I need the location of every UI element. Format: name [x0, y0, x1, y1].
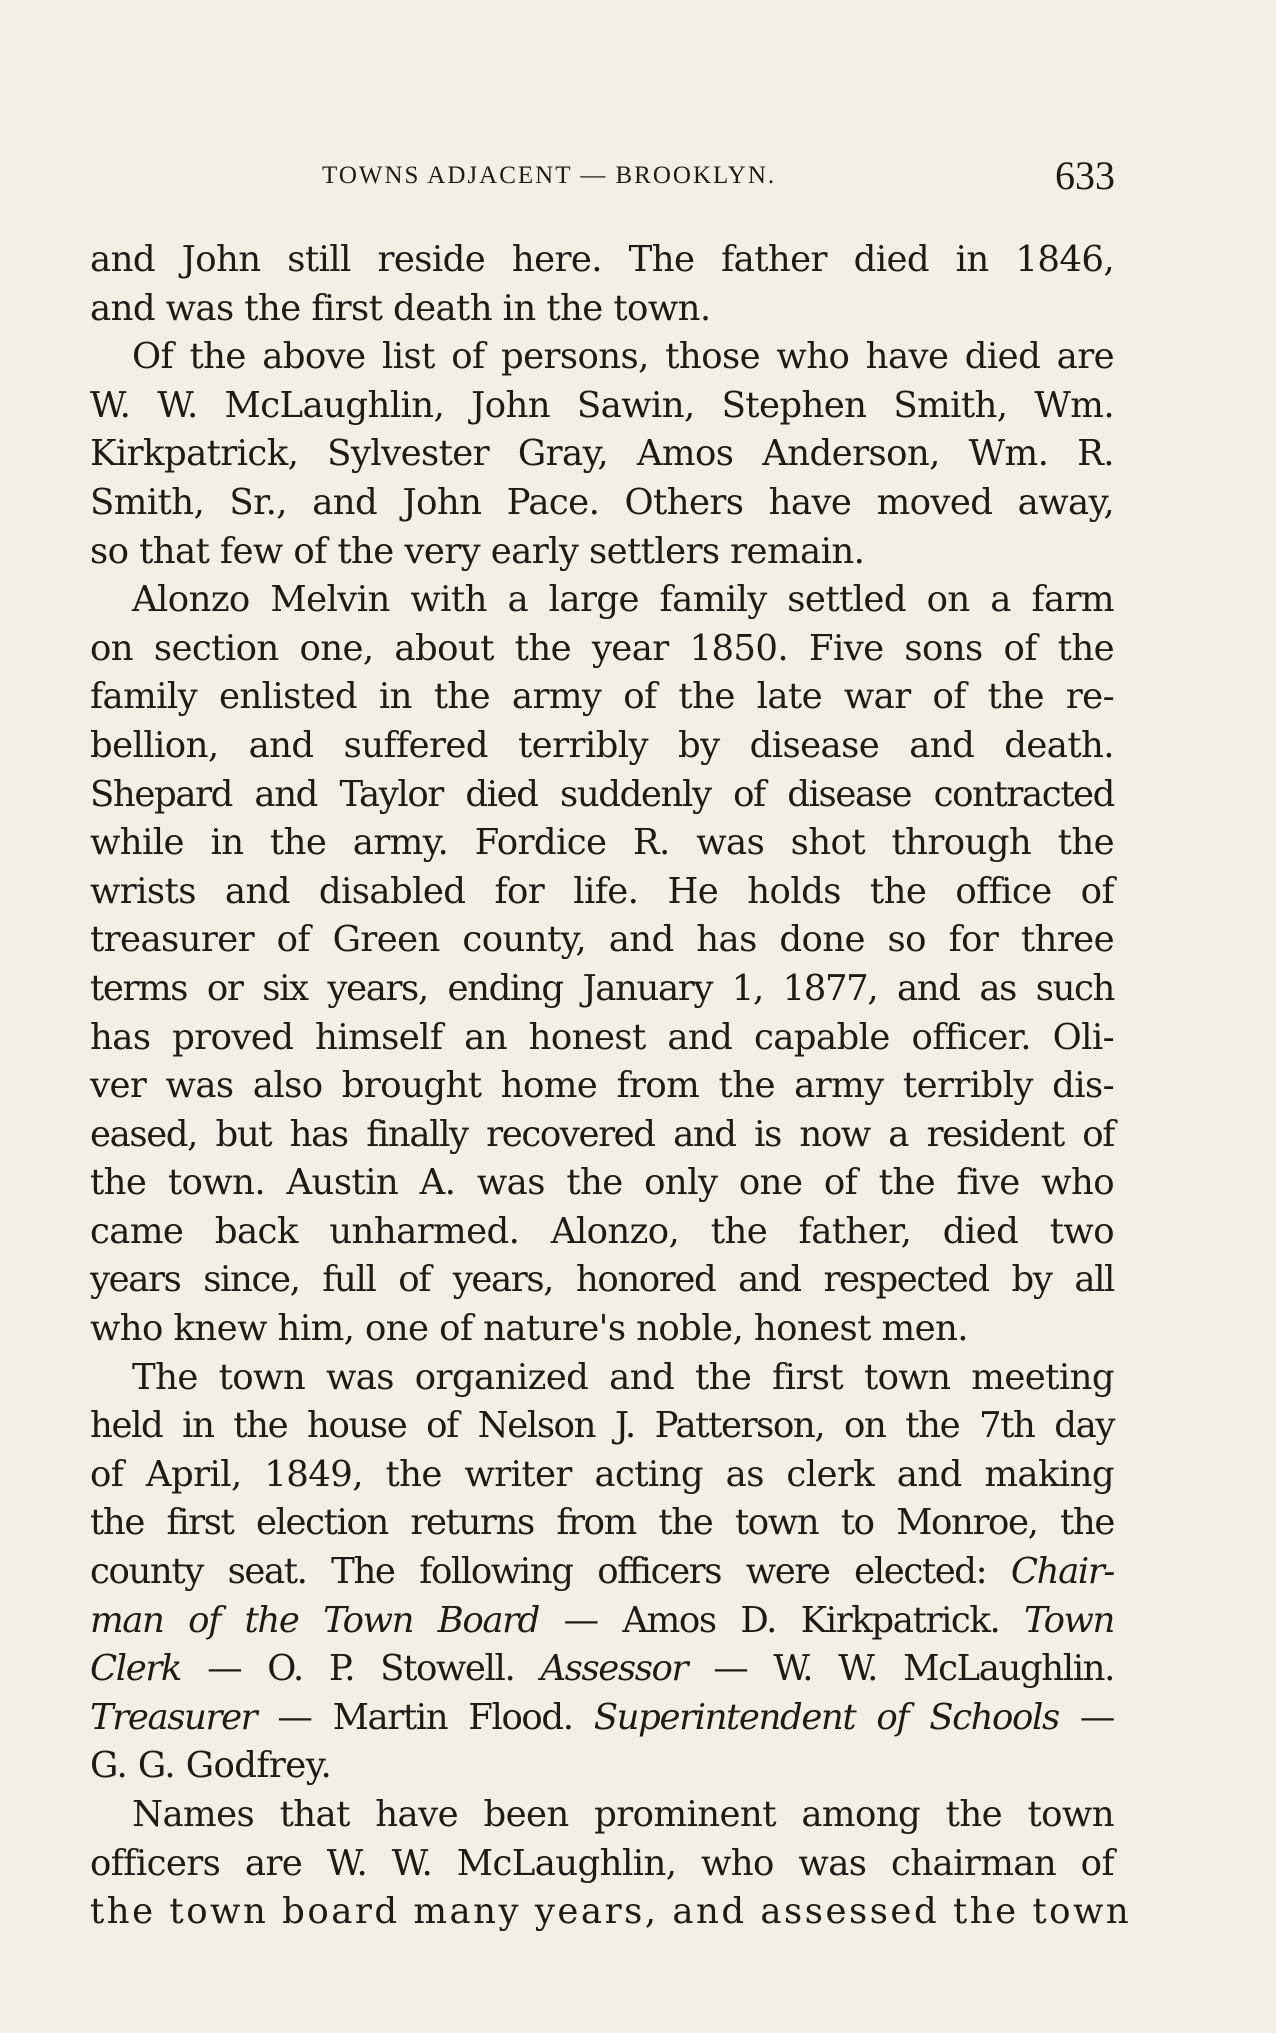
- text-line: on section one, about the year 1850. Five sons of the: [90, 627, 1114, 669]
- body-text: [90, 236, 1132, 1937]
- text-line: bellion, and suffered terribly by disease and death.: [90, 724, 1114, 766]
- officer-name: — W. W. McLaughlin.: [687, 1648, 1114, 1690]
- text-line: Kirkpatrick, Sylvester Gray, Amos Anderson, Wm. R.: [90, 433, 1114, 475]
- paragraph-2: [90, 333, 1114, 576]
- text-line: and was the first death in the town.: [90, 287, 711, 329]
- text-line: wrists and disabled for life. He holds the office of: [90, 870, 1114, 912]
- text-line: Names that have been prominent among the town: [132, 1794, 1114, 1835]
- text-line: eased, but has finally recovered and is now a resident of: [90, 1113, 1114, 1155]
- text-line: held in the house of Nelson J. Patterson, on the 7th day: [90, 1405, 1114, 1447]
- text-line: [90, 1548, 1114, 1597]
- text-line: G. G. Godfrey.: [90, 1745, 332, 1787]
- text-line: W. W. McLaughlin, John Sawin, Stephen Smith, Wm.: [90, 384, 1114, 426]
- text-line: years since, full of years, honored and respected by all: [90, 1259, 1114, 1301]
- officer-title: Clerk: [90, 1648, 182, 1690]
- text-line: who knew him, one of nature's noble, honest men.: [90, 1308, 968, 1350]
- paragraph-5: [90, 1791, 1132, 1937]
- text-line: terms or six years, ending January 1, 1877, and as such: [90, 967, 1114, 1009]
- line-segment: —: [1058, 1696, 1114, 1738]
- text-line: [90, 1597, 1114, 1646]
- officer-title: Superintendent of Schools: [593, 1696, 1059, 1738]
- text-line: of April, 1849, the writer acting as clerk and making: [90, 1453, 1114, 1495]
- running-head: TOWNS ADJACENT — BROOKLYN.: [322, 162, 777, 189]
- text-line: has proved himself an honest and capable officer. Oli-: [90, 1016, 1114, 1058]
- text-line: the town board many years, and assessed the town: [90, 1891, 1132, 1933]
- text-line: officers are W. W. McLaughlin, who was chairman of: [90, 1842, 1114, 1884]
- text-line: The town was organized and the first town meeting: [132, 1356, 1114, 1398]
- text-line: while in the army. Fordice R. was shot through the: [90, 822, 1114, 864]
- text-line: Alonzo Melvin with a large family settled on a farm: [132, 579, 1114, 621]
- officer-title: Town: [1024, 1599, 1114, 1641]
- text-line: [90, 1645, 1114, 1694]
- text-line: Of the above list of persons, those who have died are: [132, 336, 1114, 378]
- text-line: Smith, Sr., and John Pace. Others have moved away,: [90, 481, 1114, 523]
- officer-name: — Martin Flood.: [256, 1696, 573, 1738]
- text-line: [90, 1694, 1114, 1743]
- paragraph-4: [90, 1354, 1114, 1791]
- text-line: ver was also brought home from the army terribly dis-: [90, 1065, 1114, 1107]
- officer-title: Treasurer: [90, 1696, 257, 1738]
- officer-title: man of the Town Board: [90, 1599, 539, 1641]
- line-segment: county seat. The following officers were elected:: [90, 1551, 987, 1593]
- paragraph-3: [90, 576, 1114, 1354]
- text-line: so that few of the very early settlers remain.: [90, 530, 865, 572]
- officer-title: Assessor: [540, 1648, 688, 1690]
- text-line: treasurer of Green county, and has done so for three: [90, 919, 1114, 961]
- page-header: [0, 152, 1276, 202]
- officer-name: — Amos D. Kirkpatrick.: [539, 1599, 1000, 1641]
- text-line: and John still reside here. The father died in 1846,: [90, 239, 1114, 280]
- officer-name: — O. P. Stowell.: [181, 1648, 515, 1690]
- text-line: the town. Austin A. was the only one of the five who: [90, 1162, 1114, 1204]
- page-number: 633: [1055, 153, 1115, 198]
- text-line: family enlisted in the army of the late war of the re-: [90, 676, 1114, 718]
- text-line: the first election returns from the town to Monroe, the: [90, 1502, 1114, 1544]
- officer-title: Chair-: [1010, 1551, 1114, 1593]
- text-line: Shepard and Taylor died suddenly of disease contracted: [90, 773, 1114, 815]
- text-line: came back unharmed. Alonzo, the father, died two: [90, 1210, 1114, 1252]
- paragraph-1: [90, 236, 1114, 333]
